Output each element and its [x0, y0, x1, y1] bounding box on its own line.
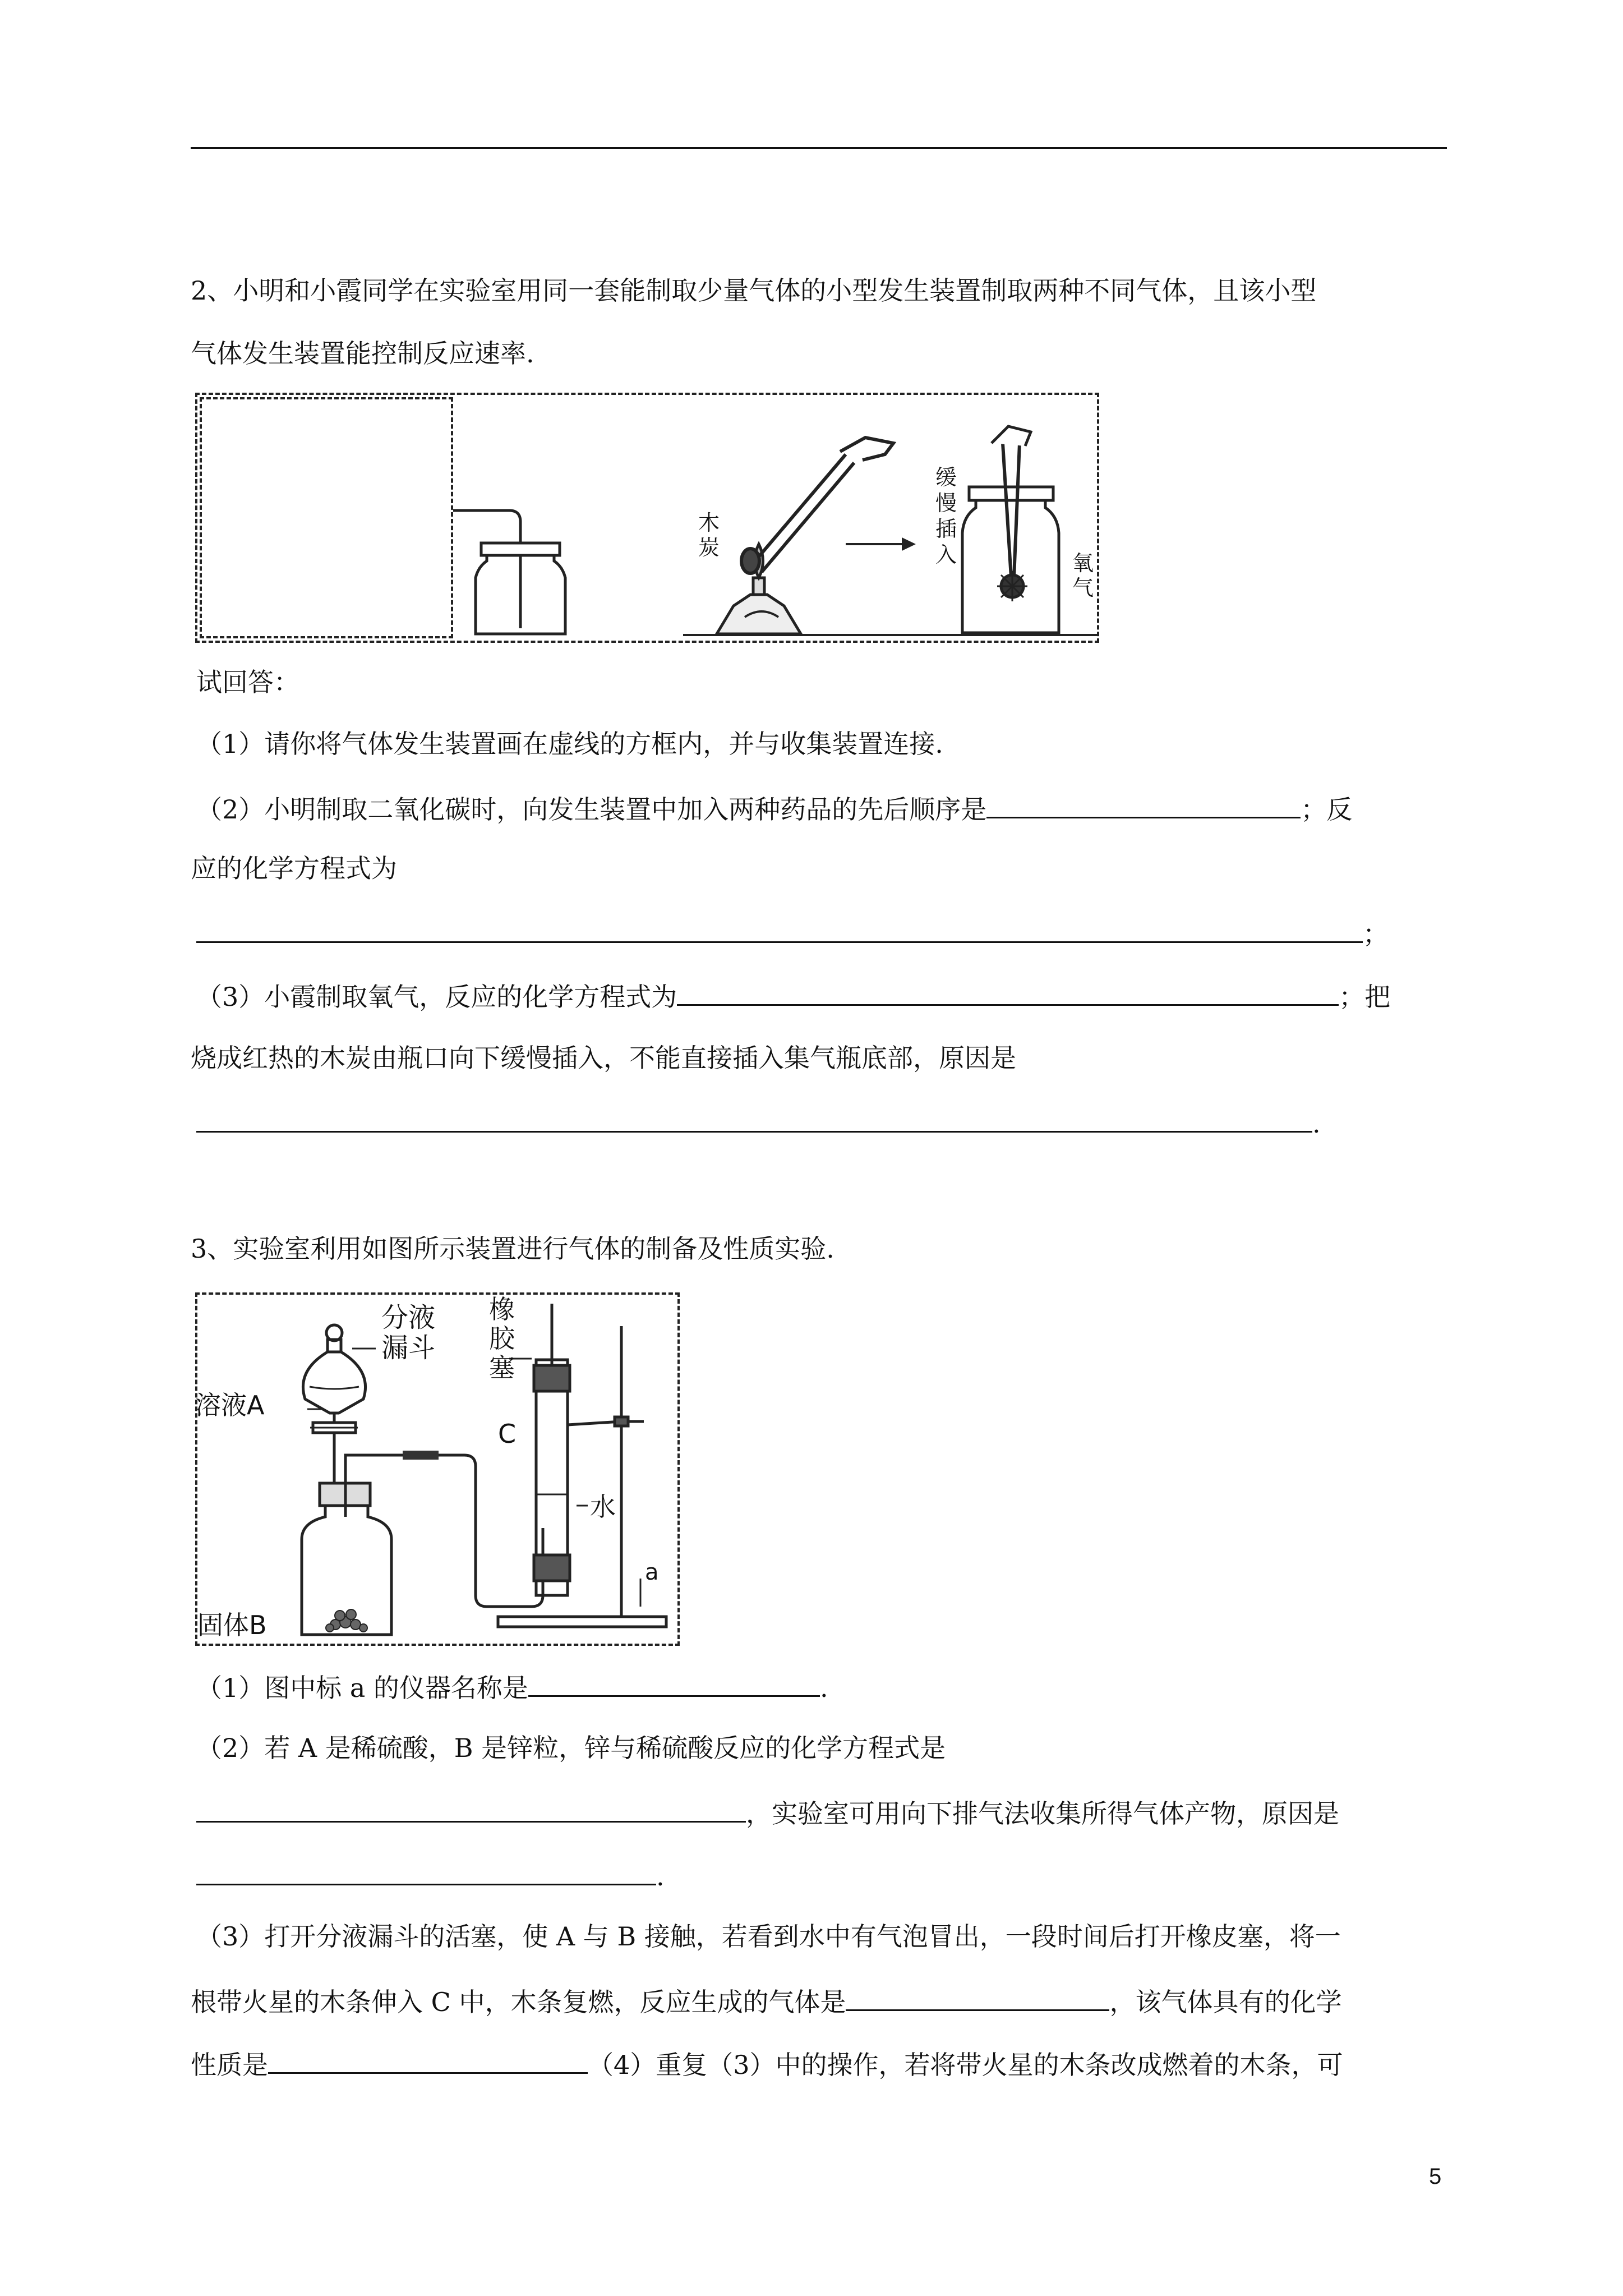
q3-sub2-line3-end: .	[656, 1861, 665, 1892]
q2-sub2-line3-end: ；	[1363, 919, 1389, 949]
q2-sub2-line2: 应的化学方程式为	[191, 853, 397, 884]
q3-sub1-blank[interactable]	[528, 1668, 820, 1697]
label-charcoal: 木 炭	[698, 510, 720, 560]
q2-sub2-text: （2）小明制取二氧化碳时，向发生装置中加入两种药品的先后顺序是	[196, 794, 987, 825]
q2-figure-drawing	[195, 393, 1099, 643]
q3-sub1-text: （1）图中标 a 的仪器名称是	[196, 1673, 528, 1703]
arrow-icon	[846, 537, 916, 551]
oxygen-jar	[962, 426, 1059, 633]
label-rubber-stopper: 橡 胶 塞	[489, 1294, 515, 1383]
q2-sub3-line1	[196, 977, 1390, 1014]
q3-sub2-line1: （2）若 A 是稀硫酸，B 是锌粒，锌与稀硫酸反应的化学方程式是	[196, 1733, 946, 1763]
q3-sub3-line2	[191, 1982, 1341, 2019]
page-number: 5	[1429, 2164, 1442, 2189]
label-c: C	[498, 1419, 517, 1449]
q2-sub3-reason-blank[interactable]	[196, 1104, 1312, 1133]
q3-figure-drawing	[195, 1292, 680, 1646]
q3-sub2-equation-blank[interactable]	[196, 1794, 746, 1823]
rubber-joint	[403, 1451, 439, 1460]
q2-sub2-line1	[196, 790, 1352, 826]
delivery-tube	[453, 510, 520, 628]
q3-sub2-line2-end: ，实验室可用向下排气法收集所得气体产物，原因是	[746, 1798, 1339, 1829]
q2-sub3-equation-blank[interactable]	[677, 977, 1339, 1006]
solid-b-granules	[326, 1609, 367, 1632]
q2-sub3-text: （3）小霞制取氧气，反应的化学方程式为	[196, 982, 677, 1012]
q2-stem-line2: 气体发生装置能控制反应速率.	[191, 338, 534, 369]
q3-sub2-line3	[196, 1857, 665, 1893]
label-water: 水	[590, 1492, 616, 1522]
q2-sub2-end: ；反	[1301, 794, 1353, 825]
q3-stem: 3、实验室利用如图所示装置进行气体的制备及性质实验.	[191, 1234, 834, 1264]
gas-tube-c	[534, 1304, 570, 1595]
q3-sub1	[196, 1668, 828, 1705]
q2-answer-intro: 试回答：	[196, 667, 299, 697]
q3-sub3-line2-end: ，该气体具有的化学	[1109, 1987, 1342, 2017]
crucible-tongs	[741, 438, 893, 573]
q2-sub1: （1）请你将气体发生装置画在虚线的方框内，并与收集装置连接.	[196, 729, 943, 759]
label-slowly-insert: 缓 慢 插 入	[935, 465, 957, 567]
q2-sub3-line3	[196, 1104, 1321, 1140]
label-a: a	[645, 1559, 659, 1585]
q2-sub2-order-blank[interactable]	[986, 790, 1301, 818]
q3-sub3-line3-end: （4）重复（3）中的操作，若将带火星的木条改成燃着的木条，可	[588, 2050, 1343, 2080]
q3-sub2-line2	[196, 1794, 1339, 1830]
q2-sub3-line3-end: .	[1312, 1108, 1321, 1139]
q2-sub3-line2: 烧成红热的木炭由瓶口向下缓慢插入，不能直接插入集气瓶底部，原因是	[191, 1043, 1016, 1073]
label-solution-a: 溶液A	[195, 1390, 265, 1420]
q3-sub2-reason-blank[interactable]	[196, 1857, 656, 1885]
label-solid-b: 固体B	[197, 1610, 267, 1640]
label-oxygen: 氧 气	[1072, 551, 1094, 600]
q2-sub2-line3	[196, 914, 1389, 951]
label-separatory-funnel: 分液 漏斗	[381, 1302, 436, 1364]
q2-sub2-equation-blank[interactable]	[196, 914, 1363, 943]
q3-sub3-line1: （3）打开分液漏斗的活塞，使 A 与 B 接触，若看到水中有气泡冒出，一段时间后打开橡皮塞，将一	[196, 1921, 1341, 1952]
header-rule	[191, 147, 1447, 149]
q3-sub3-gas-blank[interactable]	[846, 1982, 1109, 2011]
connecting-tube	[345, 1455, 543, 1607]
q3-sub3-prop-text: 性质是	[191, 2050, 268, 2080]
q3-sub3-line3	[191, 2045, 1343, 2082]
q3-sub3-property-blank[interactable]	[268, 2045, 588, 2074]
q3-sub3-text: 根带火星的木条伸入 C 中，木条复燃，反应生成的气体是	[191, 1987, 846, 2017]
q2-stem-line1: 2、小明和小霞同学在实验室用同一套能制取少量气体的小型发生装置制取两种不同气体，且该小型	[191, 275, 1317, 306]
q2-sub3-end: ；把	[1339, 982, 1391, 1012]
q3-sub1-end: .	[819, 1673, 828, 1703]
